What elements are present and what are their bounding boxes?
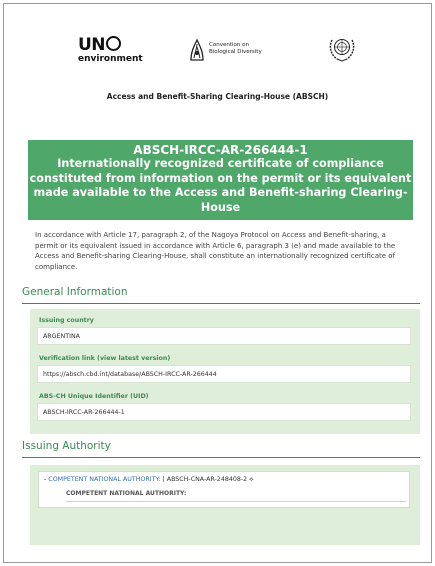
page-title: Access and Benefit-Sharing Clearing-House (ABSCH) <box>106 92 329 101</box>
issuing-authority-panel <box>30 465 420 545</box>
list-bullet: - <box>44 476 47 483</box>
general-information-panel <box>30 309 420 434</box>
cbd-logo <box>188 38 268 66</box>
competent-authority-link[interactable]: COMPETENT NATIONAL AUTHORITY: <box>48 476 161 483</box>
issuing-authority-heading: Issuing Authority <box>22 440 111 452</box>
certificate-title: Internationally recognized certificate of compliance constituted from information on the permit or its equivalent made available to the Access and Benefit-sharing Clearing-House <box>29 157 412 214</box>
un-emblem-icon <box>328 34 356 64</box>
unep-logo <box>78 36 148 68</box>
globe-icon <box>106 36 121 51</box>
unep-un-text: UN <box>78 35 106 55</box>
competent-authority-sublabel: COMPETENT NATIONAL AUTHORITY: <box>66 490 187 497</box>
general-information-heading: General Information <box>22 286 128 298</box>
authority-record <box>38 471 410 508</box>
intro-paragraph: In accordance with Article 17, paragraph 2, of the Nagoya Protocol on Access and Benefit-sharing, a permit or its equivalent issued in accordance with Article 6, paragraph 3 (e) and made available to the Access and Benefit-sharing Clearing-House, shall constitute an internationally recognized certificate of compliance. <box>35 231 396 271</box>
section-divider <box>22 303 420 304</box>
cbd-emblem-icon <box>188 38 206 62</box>
authority-record-id: ABSCH-CNA-AR-248408-2 <box>166 476 248 483</box>
certificate-page <box>3 3 432 563</box>
verification-link-label[interactable]: Verification link (view latest version) <box>39 355 171 362</box>
verification-link-value: https://absch.cbd.int/database/ABSCH-IRCC-AR-266444 <box>37 365 411 383</box>
uid-value: ABSCH-IRCC-AR-266444-1 <box>37 403 411 421</box>
certificate-banner <box>28 140 413 220</box>
divider <box>66 501 406 502</box>
certificate-id: ABSCH-IRCC-AR-266444-1 <box>133 143 308 157</box>
section-divider <box>22 457 420 458</box>
record-link-icon[interactable]: ⟡ <box>249 476 254 483</box>
cbd-line2: Biological Diversity <box>209 49 262 55</box>
uid-label: ABS-CH Unique Identifier (UID) <box>39 393 149 400</box>
logo-row <box>4 34 431 74</box>
issuing-country-label: Issuing country <box>39 317 94 324</box>
unep-environment-text: environment <box>78 54 143 64</box>
separator: | <box>162 476 165 483</box>
cbd-line1: Convention on <box>209 42 249 48</box>
issuing-country-value: ARGENTINA <box>37 327 411 345</box>
